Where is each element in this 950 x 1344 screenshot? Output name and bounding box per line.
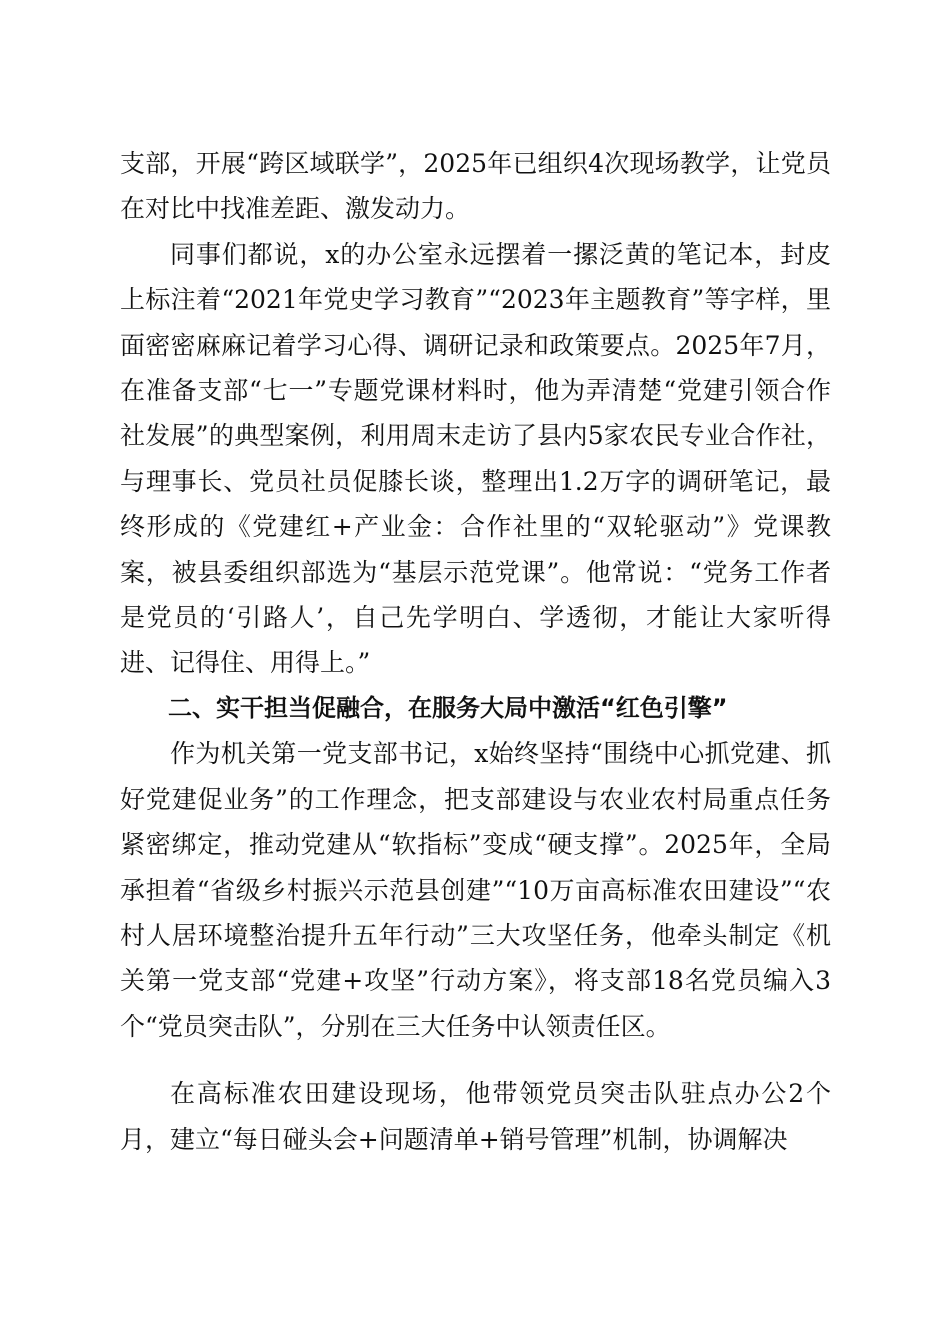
document-page (120, 141, 831, 1162)
paragraph-farmland: 在高标准农田建设现场，他带领党员突击队驻点办公2个月，建立“每日碰头会+问题清单+销号管理”机制，协调解决 (120, 1079, 831, 1154)
paragraph-gap (120, 1049, 831, 1071)
paragraph-secretary: 作为机关第一党支部书记，x始终坚持“围绕中心抓党建、抓好党建促业务”的工作理念，把支部建设与农业农村局重点任务紧密绑定，推动党建从“软指标”变成“硬支撑”。2025年，全局承担着“省级乡村振兴示范县创建”“10万亩高标准农田建设”“农村人居环境整治提升五年行动”三大攻坚任务，他牵头制定《机关第一党支部“党建+攻坚”行动方案》，将支部18名党员编入3个“党员突击队”，分别在三大任务中认领责任区。 (120, 739, 831, 1041)
section-heading: 二、实干担当促融合，在服务大局中激活“红色引擎” (168, 693, 728, 722)
paragraph-notebook: 同事们都说，x的办公室永远摆着一摞泛黄的笔记本，封皮上标注着“2021年党史学习教育”“2023年主题教育”等字样，里面密密麻麻记着学习心得、调研记录和政策要点。2025年7月，在准备支部“七一”专题党课材料时，他为弄清楚“党建引领合作社发展”的典型案例，利用周末走访了县内5家农民专业合作社，与理事长、党员社员促膝长谈，整理出1.2万字的调研笔记，最终形成的《党建红+产业金：合作社里的“双轮驱动”》党课教案，被县委组织部选为“基层示范党课”。他常说：“党务工作者是党员的‘引路人’，自己先学明白、学透彻，才能让大家听得进、记得住、用得上。” (120, 239, 831, 678)
paragraph-continued: 支部，开展“跨区域联学”，2025年已组织4次现场教学，让党员在对比中找准差距、激发动力。 (120, 149, 831, 224)
